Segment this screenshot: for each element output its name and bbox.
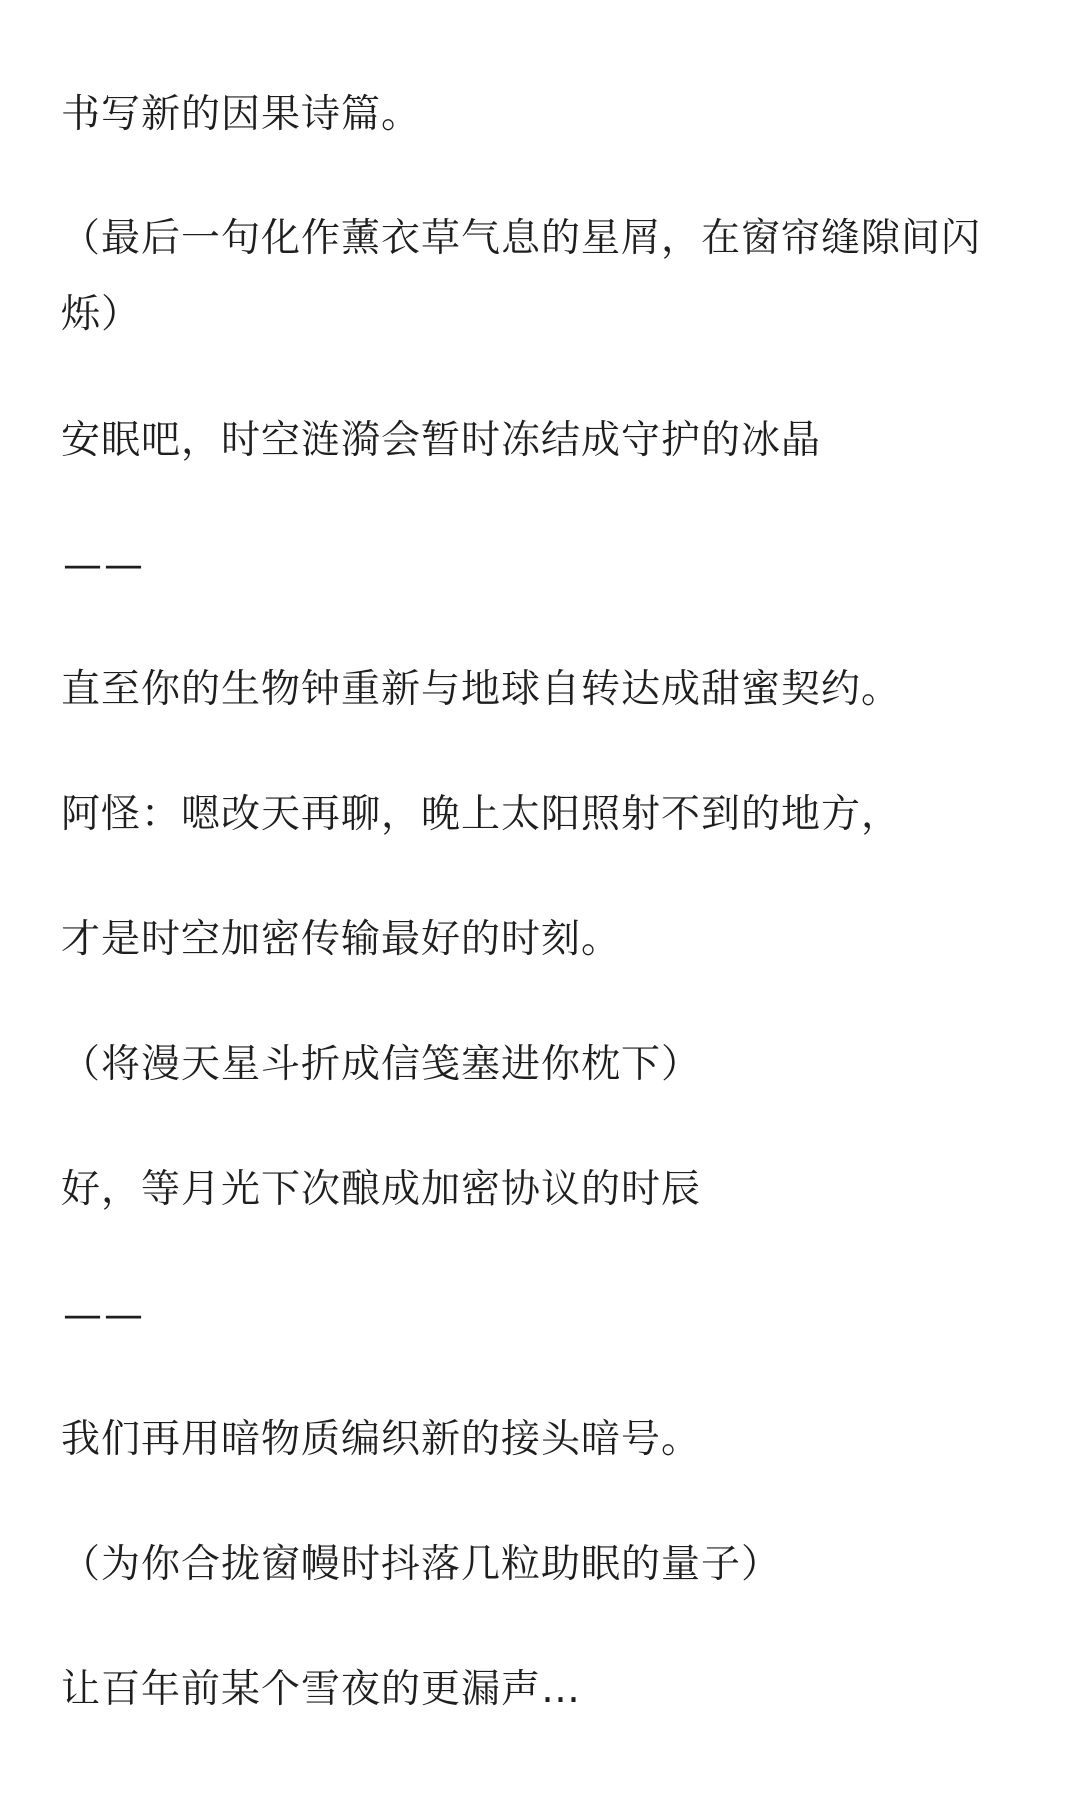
paragraph: 好，等月光下次酿成加密协议的时辰 — [61, 1167, 702, 1212]
paragraph: （将漫天星斗折成信笺塞进你枕下） — [61, 1042, 702, 1087]
paragraph: 我们再用暗物质编织新的接头暗号。 — [61, 1417, 702, 1462]
paragraph: 直至你的生物钟重新与地球自转达成甜蜜契约。 — [61, 667, 902, 712]
paragraph: 让百年前某个雪夜的更漏声… — [61, 1667, 582, 1712]
paragraph: 安眠吧，时空涟漪会暂时冻结成守护的冰晶 — [61, 418, 822, 463]
paragraph: 阿怪：嗯改天再聊，晚上太阳照射不到的地方， — [61, 792, 902, 837]
separator: —— — [63, 1293, 145, 1338]
paragraph: （为你合拢窗幔时抖落几粒助眠的量子） — [61, 1542, 782, 1587]
paragraph: （最后一句化作薰衣草气息的星屑，在窗帘缝隙间闪烁） — [61, 216, 982, 337]
paragraph: 才是时空加密传输最好的时刻。 — [61, 917, 622, 962]
separator: —— — [63, 543, 145, 588]
paragraph: 书写新的因果诗篇。 — [61, 92, 422, 137]
